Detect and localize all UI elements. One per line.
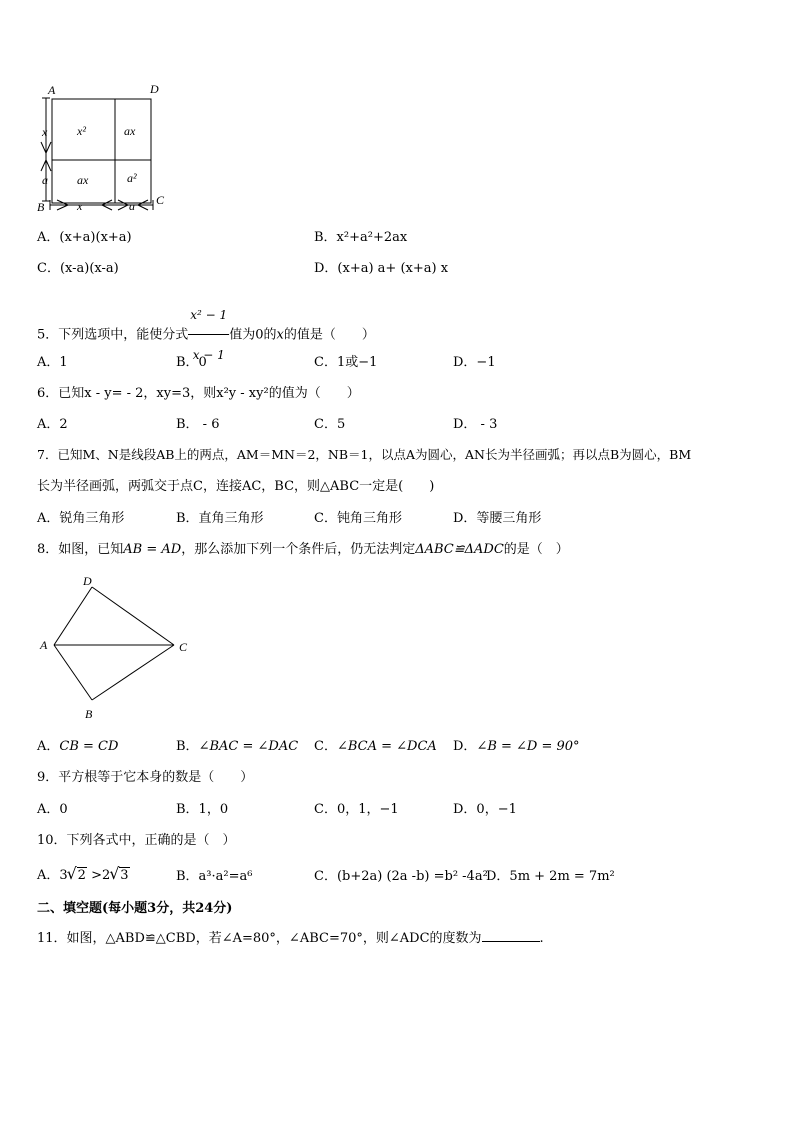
q7-option-d: D．等腰三角形 bbox=[453, 511, 542, 526]
q7-stem-line2: 长为半径画弧，两弧交于点C，连接AC，BC，则△ABC一定是( ) bbox=[37, 479, 435, 494]
q11-prefix: 11．如图，△ABD≌△CBD，若∠A=80°，∠ABC=70°，则∠ADC的度数为 bbox=[37, 931, 482, 946]
q5-mid: 值为0的 bbox=[229, 327, 277, 343]
dim-a-vertical: a bbox=[42, 173, 48, 187]
q8-congruence: ΔABC≌ΔADC bbox=[415, 542, 504, 557]
cell-a-squared: a² bbox=[127, 171, 137, 185]
corner-c-label: C bbox=[156, 193, 165, 207]
q5-numerator: x² − 1 bbox=[188, 297, 229, 335]
q5-suffix: 的值是（ ） bbox=[283, 327, 375, 343]
q7-option-a: A．锐角三角形 bbox=[37, 511, 125, 526]
cell-ax-bottom: ax bbox=[77, 173, 89, 187]
q9-option-a: A．0 bbox=[37, 802, 68, 817]
q5-option-c: C．1或−1 bbox=[314, 355, 378, 370]
q9-option-c: C．0，1，−1 bbox=[314, 802, 399, 817]
square-figure bbox=[30, 80, 190, 220]
dim-x-horizontal: x bbox=[77, 199, 83, 213]
quadrilateral-figure bbox=[32, 570, 202, 725]
q5-prefix: 5．下列选项中，能使分式 bbox=[37, 327, 189, 343]
q7-stem-line1: 7．已知M、N是线段AB上的两点，AM＝MN＝2，NB＝1，以点A为圆心，AN长为半径画弧；再以点B为圆心，BM bbox=[37, 447, 692, 462]
q6-stem: 6．已知x - y= - 2，xy=3，则x²y - xy²的值为（ ） bbox=[37, 386, 360, 401]
q6-option-d: D． - 3 bbox=[453, 417, 498, 432]
dim-x-vertical: x bbox=[42, 125, 48, 139]
q11-stem bbox=[37, 929, 544, 945]
vertex-c-label: C bbox=[179, 640, 188, 654]
q7-option-c: C．钝角三角形 bbox=[314, 511, 402, 526]
cell-x-squared: x² bbox=[77, 124, 86, 138]
q5-variable: x bbox=[276, 327, 284, 343]
q6-option-a: A．2 bbox=[37, 417, 68, 432]
sqrt-2: √ 2 bbox=[68, 869, 87, 882]
q8-prefix: 8．如图，已知 bbox=[37, 542, 124, 557]
q4-option-d: D．(x+a) a+ (x+a) x bbox=[314, 261, 449, 276]
q11-end: . bbox=[539, 931, 544, 946]
q8-option-b: B．∠BAC = ∠DAC bbox=[176, 739, 299, 754]
q5-denominator: x − 1 bbox=[192, 348, 225, 362]
section-heading: 二、填空题(每小题3分，共24分) bbox=[37, 901, 233, 916]
vertex-d-label: D bbox=[83, 574, 92, 588]
corner-b-label: B bbox=[37, 200, 45, 214]
q10-option-d: D．5m + 2m = 7m² bbox=[486, 869, 615, 884]
q10-option-a: A．3√ 2 >2√ 3 bbox=[37, 869, 130, 882]
q10-option-c: C．(b+2a) (2a -b) =b² -4a² bbox=[314, 869, 488, 884]
sqrt-3: √ 3 bbox=[110, 869, 129, 882]
q7-option-b: B．直角三角形 bbox=[176, 511, 264, 526]
q8-option-a-math: CB = CD bbox=[59, 739, 119, 754]
q5-option-a: A．1 bbox=[37, 355, 68, 370]
q6-option-b: B． - 6 bbox=[176, 417, 220, 432]
q5-option-d: D．−1 bbox=[453, 355, 496, 370]
corner-d-label: D bbox=[150, 82, 159, 96]
q8-stem bbox=[37, 543, 569, 556]
vertex-b-label: B bbox=[85, 707, 93, 721]
dim-a-horizontal: a bbox=[129, 199, 135, 213]
q5-option-b: B．0 bbox=[176, 355, 207, 370]
q8-given: AB = AD bbox=[123, 542, 182, 557]
q6-option-c: C．5 bbox=[314, 417, 346, 432]
q10-stem: 10．下列各式中，正确的是（ ） bbox=[37, 833, 236, 848]
q8-suffix: 的是（ ） bbox=[503, 542, 569, 557]
q9-option-b: B．1，0 bbox=[176, 802, 229, 817]
q9-stem: 9．平方根等于它本身的数是（ ） bbox=[37, 770, 254, 785]
q4-option-b: B．x²+a²+2ax bbox=[314, 230, 408, 245]
q8-option-c: C．∠BCA = ∠DCA bbox=[314, 739, 437, 754]
answer-blank[interactable] bbox=[482, 929, 540, 942]
q10-option-b: B．a³·a²=a⁶ bbox=[176, 869, 253, 884]
corner-a-label: A bbox=[48, 83, 56, 97]
q8-option-a: A．CB = CD bbox=[37, 739, 119, 754]
q8-option-c-math: ∠BCA = ∠DCA bbox=[336, 739, 437, 754]
cell-ax-top: ax bbox=[124, 124, 136, 138]
q8-option-d-math: ∠B = ∠D = 90° bbox=[476, 739, 580, 754]
q4-option-c: C．(x-a)(x-a) bbox=[37, 261, 119, 276]
q4-option-a: A．(x+a)(x+a) bbox=[37, 230, 132, 245]
q8-option-d: D．∠B = ∠D = 90° bbox=[453, 739, 580, 754]
q8-option-b-math: ∠BAC = ∠DAC bbox=[198, 739, 299, 754]
q8-mid: ，那么添加下列一个条件后，仍无法判定 bbox=[181, 542, 416, 557]
vertex-a-label: A bbox=[40, 638, 48, 652]
q9-option-d: D．0，−1 bbox=[453, 802, 517, 817]
